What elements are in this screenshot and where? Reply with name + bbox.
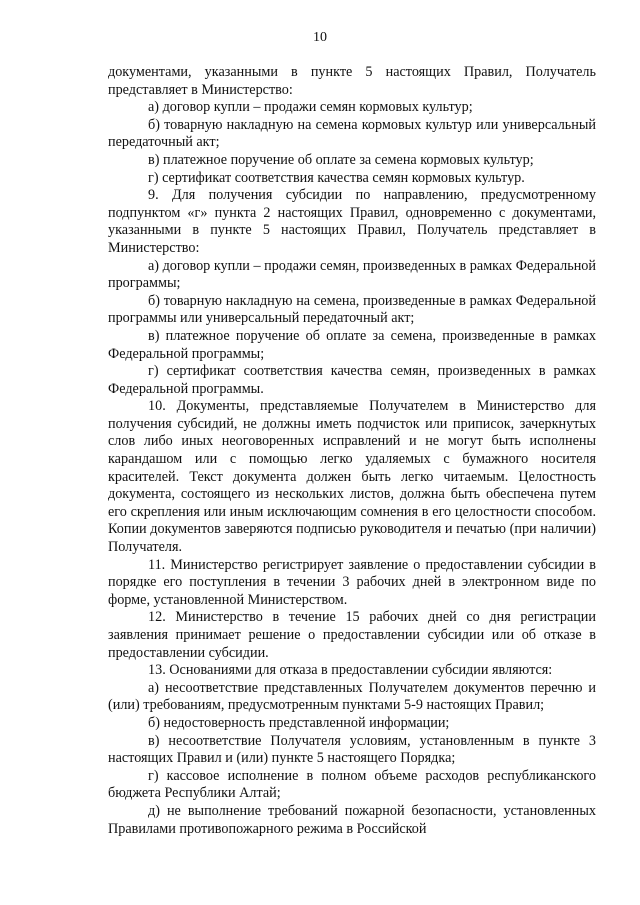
list-item: в) платежное поручение об оплате за семена кормовых культур; bbox=[148, 151, 534, 168]
list-item: г) сертификат соответствия качества семян, произведенных в рамках Федеральной программы. bbox=[108, 363, 596, 397]
list-item: г) кассовое исполнение в полном объеме расходов республиканского бюджета Республики Алтай; bbox=[108, 767, 596, 802]
page-number: 10 bbox=[313, 30, 327, 45]
list-item: б) товарную накладную на семена кормовых культур или универсальный передаточный акт; bbox=[108, 116, 596, 151]
list-item: б) товарную накладную на семена, произведенные в рамках Федеральной программы или универсальный передаточный акт; bbox=[108, 292, 596, 327]
list-item: д) не выполнение требований пожарной безопасности, установленных Правилами противопожарного режима в Российской bbox=[108, 802, 596, 837]
clause-12: 12. Министерство в течение 15 рабочих дней со дня регистрации заявления принимает решение о предоставлении субсидии или об отказе в предоставлении субсидии. bbox=[108, 609, 596, 661]
list-item: в) несоответствие Получателя условиям, установленным в пункте 3 настоящих Правил и (или) пункте 5 настоящего Порядка; bbox=[108, 732, 596, 767]
list-item: б) недостоверность представленной информации; bbox=[148, 714, 450, 731]
clause-10: 10. Документы, представляемые Получателем в Министерство для получения субсидий, не должны иметь подчисток или приписок, зачеркнутых слов либо иных неоговоренных исправлений и не могут быть исполнены карандашом или с помощью легко удаляемых с бумажного носителя красителей. Текст документа должен быть легко читаемым. Целостность документа, состоящего из нескольких листов, должна быть обеспечена путем его скрепления или иным исключающим сомнения в его целостности способом. Копии документов заверяются подписью руководителя и печатью (при наличии) Получателя. bbox=[108, 398, 596, 556]
clause-11: 11. Министерство регистрирует заявление о предоставлении субсидии в порядке его поступления в течении 3 рабочих дней в электронном виде по форме, установленной Министерством. bbox=[108, 556, 596, 608]
list-item: а) договор купли – продажи семян, произведенных в рамках Федеральной программы; bbox=[108, 257, 596, 292]
list-item: а) несоответствие представленных Получателем документов перечню и (или) требованиям, предусмотренным пунктами 5-9 настоящих Правил; bbox=[108, 679, 596, 714]
paragraph-continuation: документами, указанными в пункте 5 настоящих Правил, Получатель представляет в Министерство: bbox=[108, 64, 596, 98]
clause-9: 9. Для получения субсидии по направлению, предусмотренному подпунктом «г» пункта 2 настоящих Правил, одновременно с документами, указанными в пункте 5 настоящих Правил, Получатель представляет в Министерство: bbox=[108, 187, 596, 256]
list-item: а) договор купли – продажи семян кормовых культур; bbox=[148, 99, 473, 116]
list-item: г) сертификат соответствия качества семян кормовых культур. bbox=[148, 169, 525, 186]
document-body bbox=[108, 64, 596, 838]
clause-13: 13. Основаниями для отказа в предоставлении субсидии являются: bbox=[148, 662, 553, 679]
list-item: в) платежное поручение об оплате за семена, произведенные в рамках Федеральной программы; bbox=[108, 327, 596, 362]
